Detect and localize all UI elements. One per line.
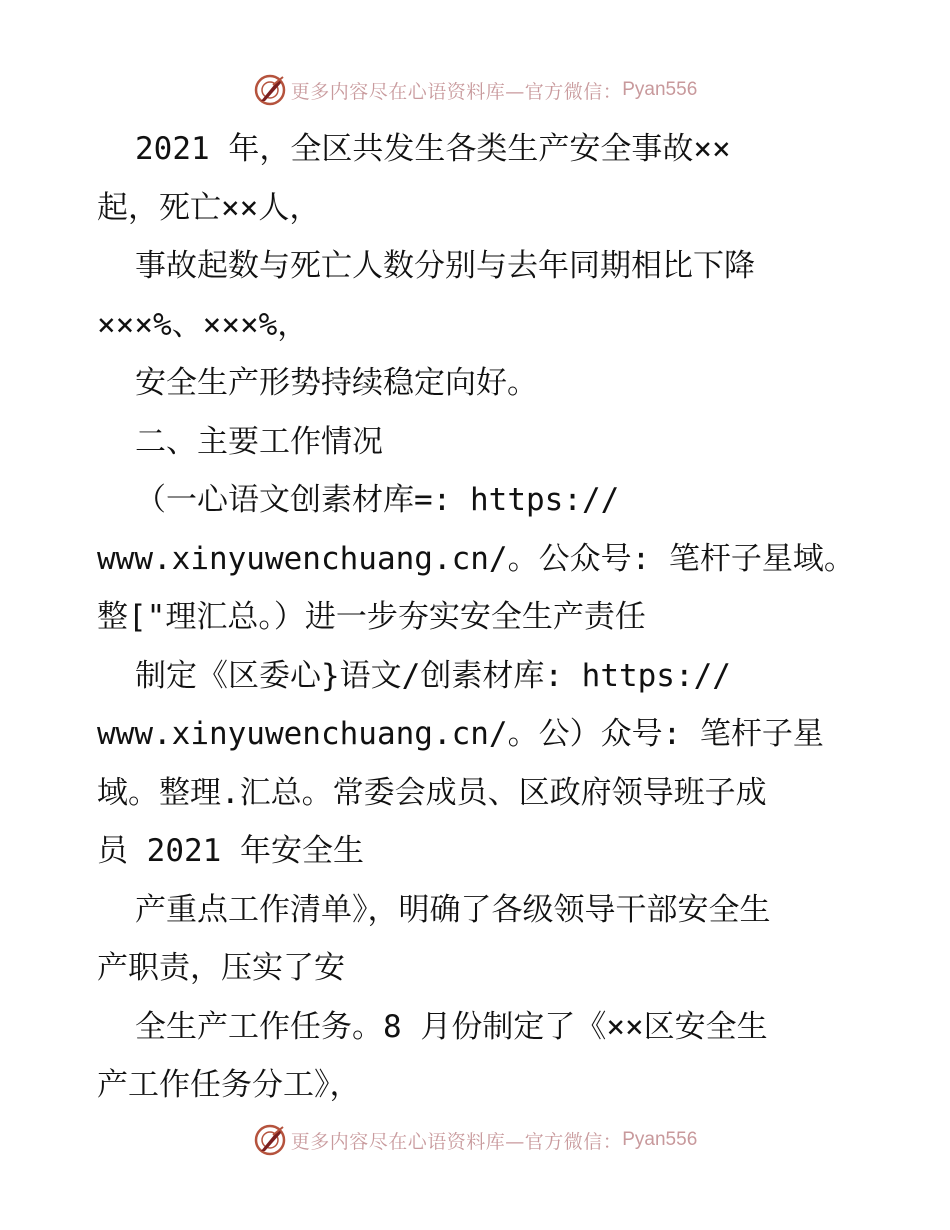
document-body	[97, 120, 857, 1115]
text-line: 产工作任务分工》，	[97, 1067, 361, 1103]
text-line: 2021 年，全区共发生各类生产安全事故××	[135, 131, 731, 167]
text-line: 起，死亡××人，	[97, 189, 321, 226]
text-line: 全生产工作任务。8 月份制定了《××区安全生	[135, 1008, 768, 1045]
header-banner-wechat-id: Pyan556	[622, 79, 698, 100]
text-line: 产重点工作清单》，明确了各级领导干部安全生	[135, 891, 771, 928]
text-line: 域。整理.汇总。常委会成员、区政府领导班子成	[97, 774, 767, 811]
quill-logo-icon	[253, 1123, 287, 1157]
text-line: 产职责，压实了安	[97, 950, 345, 986]
text-line: 整["理汇总。）进一步夯实安全生产责任	[97, 599, 646, 635]
text-line: （一心语文创素材库=: https://	[135, 482, 620, 518]
text-line: 制定《区委心}语文/创素材库: https://	[135, 657, 731, 694]
quill-logo-icon	[253, 73, 287, 107]
text-line: 员 2021 年安全生	[97, 833, 364, 869]
header-banner-text: 更多内容尽在心语资料库—官方微信：	[290, 80, 623, 103]
footer-banner-wechat-id: Pyan556	[622, 1129, 698, 1150]
text-line: www.xinyuwenchuang.cn/。公）众号: 笔杆子星	[97, 716, 824, 752]
header-banner	[0, 70, 950, 110]
text-line: www.xinyuwenchuang.cn/。公众号: 笔杆子星域。	[97, 540, 855, 577]
text-line: 事故起数与死亡人数分别与去年同期相比下降	[135, 248, 755, 284]
section-heading: 二、主要工作情况	[135, 423, 383, 460]
text-line: 安全生产形势持续稳定向好。	[135, 365, 538, 401]
footer-banner	[0, 1120, 950, 1160]
footer-banner-text: 更多内容尽在心语资料库—官方微信：	[290, 1130, 623, 1153]
text-line: ×××%、×××%，	[97, 306, 309, 343]
